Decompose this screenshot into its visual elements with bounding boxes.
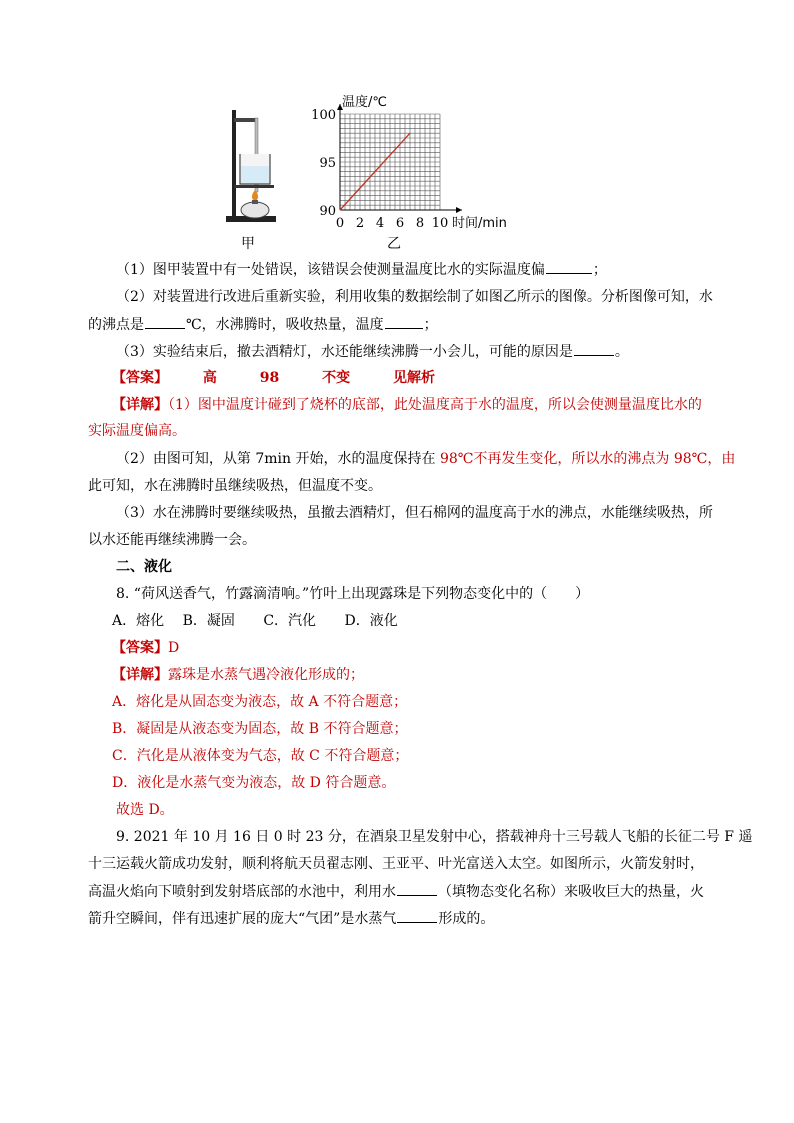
option-b: B．凝固	[182, 613, 235, 629]
lamp-neck	[252, 200, 258, 204]
x-tick-label: 10	[431, 216, 449, 231]
q8-detail: 【详解】露珠是水蒸气遇冷液化形成的；	[112, 667, 364, 683]
figure-label-b: 乙	[387, 236, 401, 252]
section-title: 二、液化	[116, 559, 172, 575]
q9-line4: 箭升空瞬间，伴有迅速扩展的庞大“气团”是水蒸气 形成的。	[88, 908, 494, 929]
q8-detail-a: A．熔化是从固态变为液态，故 A 不符合题意；	[112, 694, 408, 710]
x-tick-label: 4	[375, 216, 385, 231]
answer-2: 98	[259, 370, 280, 386]
q8-choose: 故选 D。	[116, 802, 174, 818]
blank-2	[145, 314, 185, 329]
q7-detail-2b: 此可知，水在沸腾时虽继续吸热，但温度不变。	[88, 478, 382, 494]
option-c: C．汽化	[263, 613, 317, 629]
blank-1	[546, 259, 592, 274]
q8-detail-b: B．凝固是从液态变为固态，故 B 不符合题意；	[112, 721, 408, 737]
q8-detail-d: D．液化是水蒸气变为液态，故 D 符合题意。	[112, 775, 396, 791]
y-tick-label: 90	[319, 204, 336, 219]
blank-6	[397, 908, 437, 923]
q8-answer: 【答案】D	[112, 640, 180, 656]
x-axis-title: 时间/min	[452, 216, 507, 231]
q7-detail-3a: （3）水在沸腾时要继续吸热，虽撤去酒精灯，但石棉网的温度高于水的沸点，水能继续吸热，所	[116, 505, 713, 521]
blank-3	[385, 314, 423, 329]
q7-answer: 【答案】 高 98 不变 见解析	[112, 370, 435, 386]
x-axis-arrow	[456, 207, 462, 213]
option-a: A．熔化	[112, 613, 165, 629]
q8-detail-c: C．汽化是从液体变为气态，故 C 不符合题意；	[112, 748, 409, 764]
q9-line1: 9. 2021 年 10 月 16 日 0 时 23 分，在酒泉卫星发射中心，搭载神舟十三号载人飞船的长征二号 F 遥	[116, 829, 753, 845]
blank-5	[397, 881, 437, 896]
stand-rod	[232, 110, 236, 218]
answer-3: 不变	[322, 370, 351, 386]
answer-1: 高	[202, 370, 217, 386]
alcohol-lamp	[241, 202, 269, 218]
q7-part2a: （2）对装置进行改进后重新实验，利用收集的数据绘制了如图乙所示的图像。分析图像可知，水	[116, 289, 713, 305]
temperature-graph	[311, 90, 518, 231]
q7-part3: （3）实验结束后，撤去酒精灯，水还能继续沸腾一小会儿，可能的原因是 。	[116, 341, 629, 362]
y-tick-label: 100	[311, 108, 336, 123]
q7-detail-1b: 实际温度偏高。	[88, 423, 186, 439]
blank-4	[574, 341, 614, 356]
upper-clamp	[234, 118, 258, 122]
q7-detail-2a: （2）由图可知，从第 7min 开始，水的温度保持在 98℃不再发生变化，所以水的沸点为 98℃，由	[116, 451, 736, 467]
y-tick-label: 95	[319, 156, 336, 171]
water	[241, 166, 269, 183]
q8-stem: 8. “荷风送香气，竹露滴清响。”竹叶上出现露珠是下列物态变化中的（ ）	[116, 586, 590, 602]
y-axis-title: 温度/℃	[342, 95, 387, 110]
x-tick-label: 2	[355, 216, 365, 231]
answer-4: 见解析	[392, 370, 435, 386]
q7-detail-3b: 以水还能再继续沸腾一会。	[88, 532, 256, 548]
q9-line3: 高温火焰向下喷射到发射塔底部的水池中，利用水 （填物态变化名称）来吸收巨大的热量，火	[88, 881, 704, 902]
gauze	[234, 185, 274, 188]
x-tick-label: 8	[415, 216, 425, 231]
q9-line2: 十三运载火箭成功发射，顺利将航天员翟志刚、王亚平、叶光富送入太空。如图所示，火箭发射时，	[88, 856, 704, 872]
q8-options	[112, 611, 398, 631]
x-tick-label: 6	[395, 216, 405, 231]
option-d: D．液化	[344, 613, 398, 629]
apparatus-figure	[212, 108, 278, 226]
x-tick-label: 0	[335, 216, 345, 231]
q7-part2b: 的沸点是 ℃，水沸腾时，吸收热量，温度 ；	[88, 314, 438, 335]
figure-label-a: 甲	[241, 236, 255, 252]
q7-detail-1a: 【详解】（1）图中温度计碰到了烧杯的底部，此处温度高于水的温度，所以会使测量温度比水的	[112, 397, 702, 413]
q7-part1: （1）图甲装置中有一处错误，该错误会使测量温度比水的实际温度偏 ；	[116, 259, 607, 280]
